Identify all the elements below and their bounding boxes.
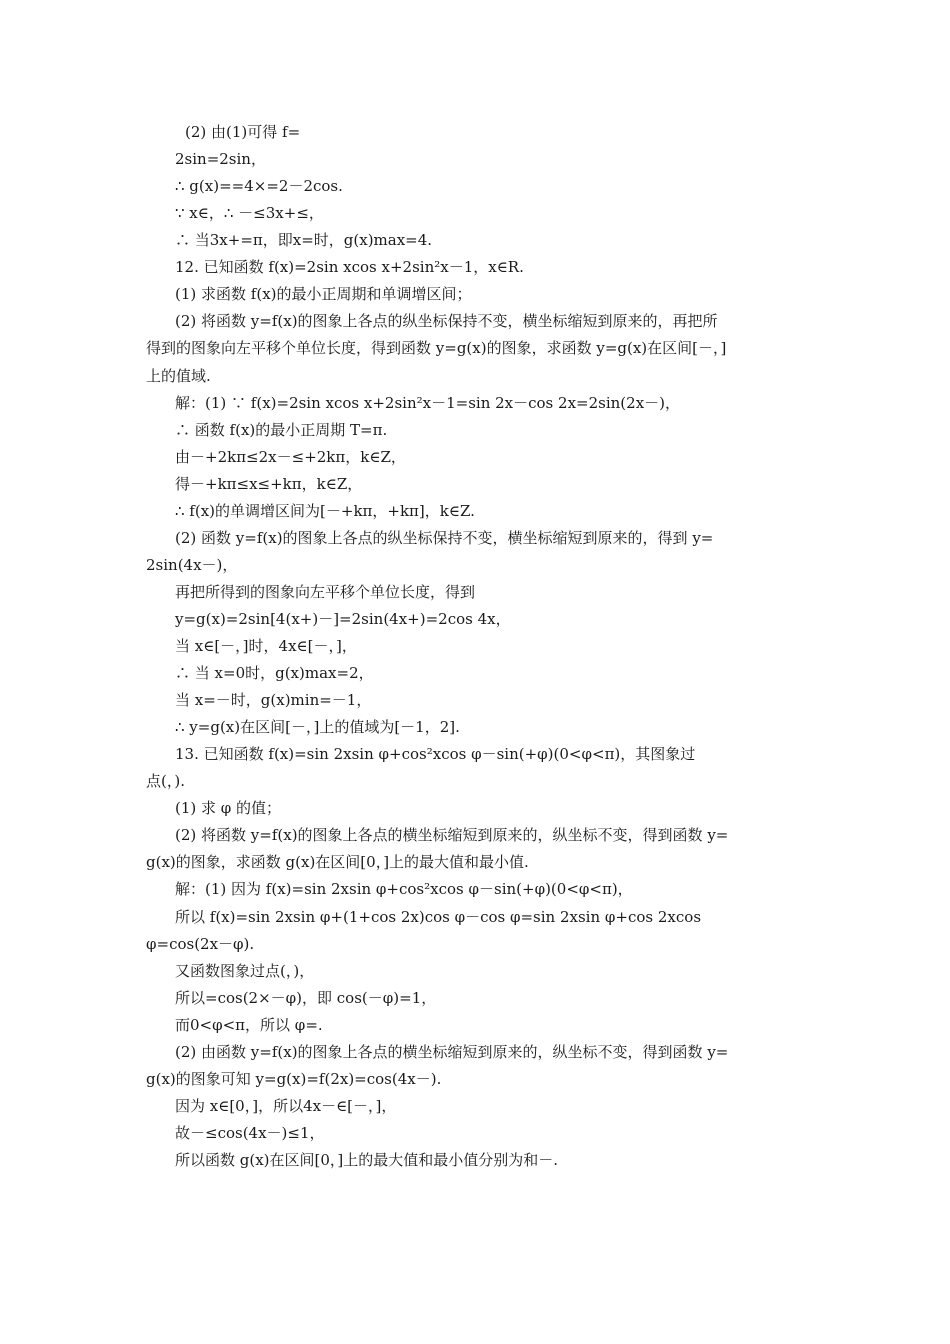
text-line: ∵ x∈，∴ －≤3x+≤， <box>175 204 324 223</box>
text-line: ∴ 当3x+=π，即x=时，g(x)max=4. <box>175 231 433 250</box>
text-line: ∴ 函数 f(x)的最小正周期 T=π. <box>175 420 388 439</box>
text-line: φ=cos(2x－φ). <box>146 934 255 953</box>
text-line: (2) 将函数 y=f(x)的图象上各点的纵坐标保持不变，横坐标缩短到原来的，再把所 <box>175 312 718 331</box>
text-line: 12. 已知函数 f(x)=2sin xcos x+2sin²x－1，x∈R. <box>175 258 524 277</box>
text-line: 再把所得到的图象向左平移个单位长度，得到 <box>175 582 476 601</box>
text-line: 解：(1) ∵ f(x)=2sin xcos x+2sin²x－1=sin 2x－cos 2x=2sin(2x－)， <box>175 393 681 412</box>
text-line: 所以 f(x)=sin 2xsin φ+(1+cos 2x)cos φ－cos φ=sin 2xsin φ+cos 2xcos <box>175 907 702 926</box>
text-line: ∴ 当 x=0时，g(x)max=2， <box>175 664 374 682</box>
text-line: 而0<φ<π，所以 φ=. <box>175 1015 323 1034</box>
text-line: 所以函数 g(x)在区间[0，]上的最大值和最小值分别为和－. <box>175 1150 559 1169</box>
text-line: 点(，). <box>146 772 185 791</box>
text-line: ∴ y=g(x)在区间[－，]上的值域为[－1，2]. <box>175 718 460 737</box>
text-line: 得－+kπ≤x≤+kπ，k∈Z， <box>175 474 363 493</box>
text-line: 由－+2kπ≤2x－≤+2kπ，k∈Z， <box>175 447 406 466</box>
text-line: (1) 求函数 f(x)的最小正周期和单调增区间； <box>175 285 472 304</box>
text-line: 所以=cos(2×－φ)，即 cos(－φ)=1， <box>175 988 437 1007</box>
text-line: 解：(1) 因为 f(x)=sin 2xsin φ+cos²xcos φ－sin(+φ)(0<φ<π)， <box>175 880 633 899</box>
text-line: 得到的图象向左平移个单位长度，得到函数 y=g(x)的图象，求函数 y=g(x)在区间[－，] <box>146 339 727 358</box>
text-line: (2) 函数 y=f(x)的图象上各点的纵坐标保持不变，横坐标缩短到原来的，得到 y= <box>175 528 714 547</box>
text-line: g(x)的图象，求函数 g(x)在区间[0，]上的最大值和最小值. <box>146 853 529 872</box>
text-line: ∴ g(x)==4×=2－2cos. <box>175 177 343 196</box>
text-line: (2) 由函数 y=f(x)的图象上各点的横坐标缩短到原来的，纵坐标不变，得到函数 y= <box>175 1042 729 1061</box>
text-line: 2sin=2sin， <box>175 150 266 169</box>
text-line: 因为 x∈[0，]，所以4x－∈[－，]， <box>175 1096 397 1115</box>
text-line: g(x)的图象可知 y=g(x)=f(2x)=cos(4x－). <box>146 1069 442 1088</box>
text-line: 当 x∈[－，]时，4x∈[－，]， <box>175 637 357 655</box>
text-line: 上的值域. <box>146 366 211 385</box>
text-line: 2sin(4x－)， <box>146 555 238 574</box>
text-line: 故－≤cos(4x－)≤1， <box>175 1123 325 1142</box>
text-line: 当 x=－时，g(x)min=－1， <box>175 691 372 710</box>
text-line: 又函数图象过点(，)， <box>175 961 315 980</box>
text-line: (2) 由(1)可得 f= <box>185 123 301 141</box>
text-line: y=g(x)=2sin[4(x+)－]=2sin(4x+)=2cos 4x， <box>175 609 511 628</box>
text-line: 13. 已知函数 f(x)=sin 2xsin φ+cos²xcos φ－sin(+φ)(0<φ<π)，其图象过 <box>175 745 696 764</box>
text-line: (1) 求 φ 的值； <box>175 799 282 818</box>
text-line: ∴ f(x)的单调增区间为[－+kπ，+kπ]，k∈Z. <box>175 501 475 520</box>
text-line: (2) 将函数 y=f(x)的图象上各点的横坐标缩短到原来的，纵坐标不变，得到函数 y= <box>175 826 729 845</box>
